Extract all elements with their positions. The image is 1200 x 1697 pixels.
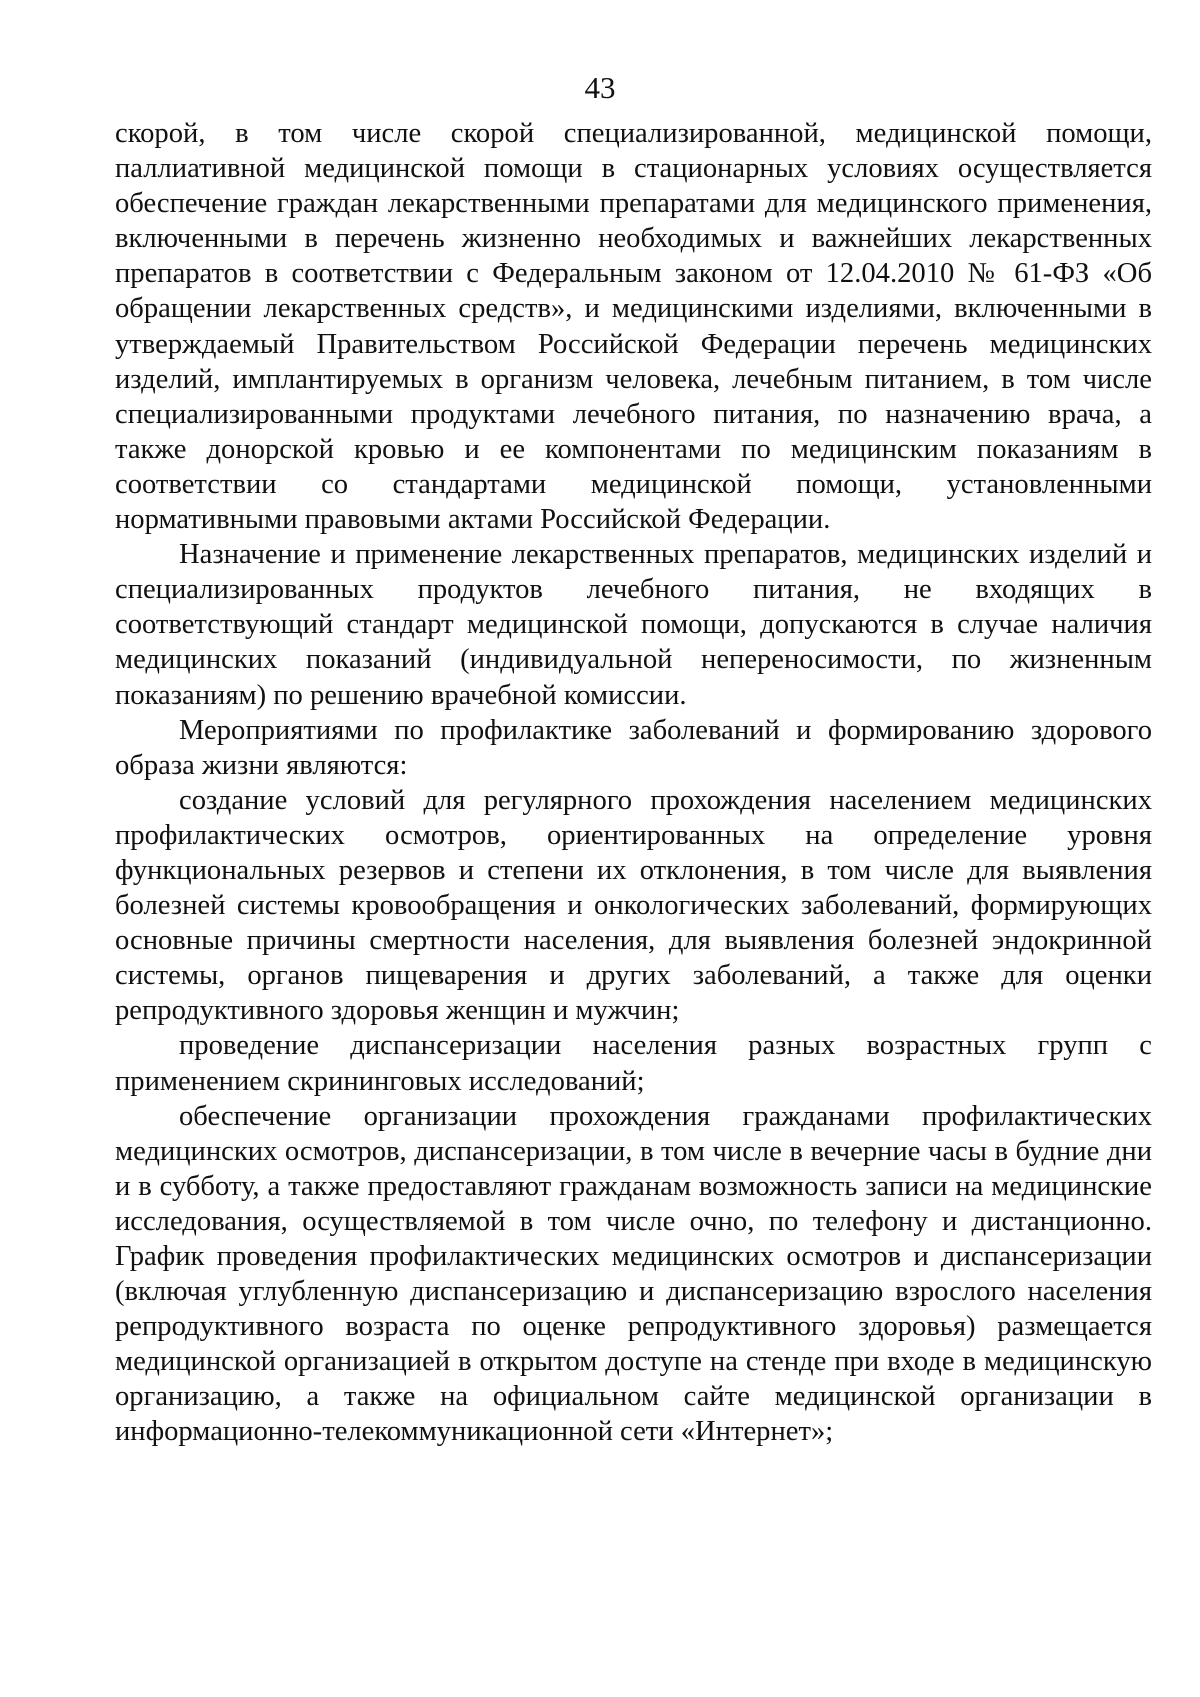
document-body (115, 116, 1152, 1450)
paragraph-prevention-intro: Мероприятиями по профилактике заболеваний и формированию здорового образа жизни являются: (115, 714, 1152, 781)
page-number: 43 (584, 70, 616, 105)
paragraph-prescription-commission: Назначение и применение лекарственных препаратов, медицинских изделий и специализированных продуктов лечебного питания, не входящих в соответствующий стандарт медицинской помощи, допускаются в случае наличия медицинских показаний (индивидуальной непереносимости, по жизненным показаниям) по решению врачебной комиссии. (115, 539, 1152, 711)
paragraph-dispensarization: проведение диспансеризации населения разных возрастных групп с применением скрининговых исследований; (115, 1030, 1152, 1097)
paragraph-drug-provision: скорой, в том числе скорой специализированной, медицинской помощи, паллиативной медицинской помощи в стационарных условиях осуществляется обеспечение граждан лекарственными препаратами для медицинского применения, включенными в перечень жизненно необходимых и важнейших лекарственных препаратов в соответствии с Федеральным законом от 12.04.2010 № 61-ФЗ «Об обращении лекарственных средств», и медицинскими изделиями, включенными в утверждаемый Правительством Российской Федерации перечень медицинских изделий, имплантируемых в организм человека, лечебным питанием, в том числе специализированными продуктами лечебного питания, по назначению врача, а также донорской кровью и ее компонентами по медицинским показаниям в соответствии со стандартами медицинской помощи, установленными нормативными правовыми актами Российской Федерации. (115, 118, 1152, 536)
paragraph-checkup-conditions: создание условий для регулярного прохождения населением медицинских профилактических осмотров, ориентированных на определение уровня функциональных резервов и степени их отклонения, в том числе для выявления болезней системы кровообращения и онкологических заболеваний, формирующих основные причины смертности населения, для выявления болезней эндокринной системы, органов пищеварения и других заболеваний, а также для оценки репродуктивного здоровья женщин и мужчин; (115, 784, 1152, 1027)
paragraph-checkup-organization: обеспечение организации прохождения гражданами профилактических медицинских осмотров, диспансеризации, в том числе в вечерние часы в будние дни и в субботу, а также предоставляют гражданам возможность записи на медицинские исследования, осуществляемой в том числе очно, по телефону и дистанционно. График проведения профилактических медицинских осмотров и диспансеризации (включая углубленную диспансеризацию и диспансеризацию взрослого населения репродуктивного возраста по оценке репродуктивного здоровья) размещается медицинской организацией в открытом доступе на стенде при входе в медицинскую организацию, а также на официальном сайте медицинской организации в информационно-телекоммуникационной сети «Интернет»; (115, 1100, 1152, 1448)
